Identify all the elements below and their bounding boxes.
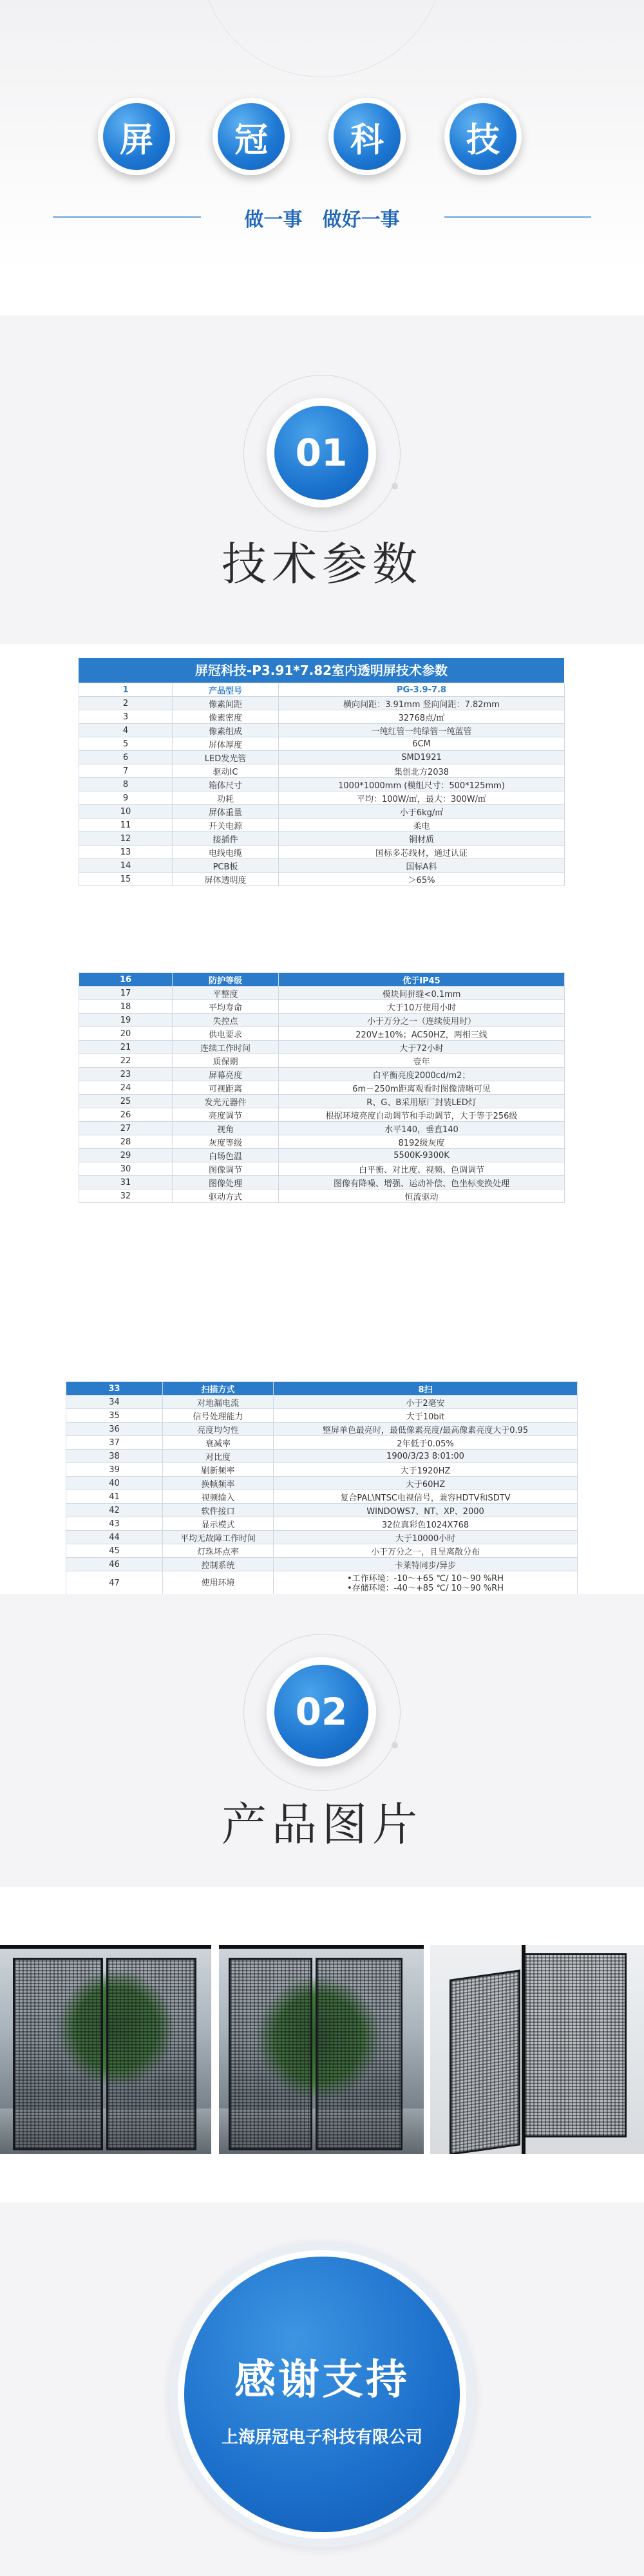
param-value: 平均：100W/㎡，最大：300W/㎡ — [279, 791, 565, 805]
param-name: 防护等级 — [173, 973, 279, 987]
param-value: 8扫 — [274, 1382, 578, 1396]
param-value: 水平140，垂直140 — [279, 1122, 565, 1135]
table-row — [66, 1490, 578, 1504]
table-row — [79, 832, 565, 846]
company-name: 上海屏冠电子科技有限公司 — [221, 2428, 422, 2447]
param-name: 像素密度 — [173, 710, 279, 724]
param-value: 2年低于0.05% — [274, 1436, 578, 1450]
section-product-images-header — [0, 1594, 644, 1887]
param-name: 换帧频率 — [163, 1477, 274, 1490]
table-row — [79, 1081, 565, 1095]
table-row — [66, 1571, 578, 1596]
param-value: 优于IP45 — [279, 973, 565, 987]
row-index: 42 — [66, 1504, 163, 1517]
row-index: 18 — [79, 1000, 173, 1014]
row-index: 35 — [66, 1409, 163, 1423]
row-index: 32 — [79, 1189, 173, 1203]
thanks-title: 感谢支持 — [234, 2356, 410, 2404]
param-value: 大于10万使用小时 — [279, 1000, 565, 1014]
table-row — [66, 1423, 578, 1436]
param-name: 驱动方式 — [173, 1189, 279, 1203]
row-index: 11 — [79, 819, 173, 832]
row-index: 40 — [66, 1477, 163, 1490]
row-index: 15 — [79, 873, 173, 886]
param-value: 6m－250m距离观看时图像清晰可见 — [279, 1081, 565, 1095]
table-row — [79, 1108, 565, 1122]
table-row — [79, 737, 565, 751]
row-index: 2 — [79, 697, 173, 710]
table-row — [79, 987, 565, 1000]
table-row — [66, 1477, 578, 1490]
row-index: 28 — [79, 1135, 173, 1149]
row-index: 24 — [79, 1081, 173, 1095]
param-value: 横向间距：3.91mm 竖向间距：7.82mm — [279, 697, 565, 710]
table-row — [66, 1450, 578, 1463]
row-index: 34 — [66, 1396, 163, 1409]
param-value: 一纯红管一纯绿管一纯蓝管 — [279, 724, 565, 737]
table-row — [79, 697, 565, 710]
row-index: 17 — [79, 987, 173, 1000]
section-tech-params-header — [0, 316, 644, 644]
param-name: 显示模式 — [163, 1517, 274, 1531]
row-index: 29 — [79, 1149, 173, 1162]
param-name: 视角 — [173, 1122, 279, 1135]
param-value: 5500K-9300K — [279, 1149, 565, 1162]
table-row — [79, 791, 565, 805]
spec-table-2 — [79, 972, 565, 1203]
param-value: 大于72小时 — [279, 1041, 565, 1054]
table-row — [79, 873, 565, 886]
param-name: LED发光管 — [173, 751, 279, 764]
table-row — [66, 1409, 578, 1423]
param-value: 复合PAL\NTSC电视信号，兼容HDTV和SDTV — [274, 1490, 578, 1504]
table-row — [66, 1558, 578, 1571]
param-name: 供电要求 — [173, 1027, 279, 1041]
row-index: 30 — [79, 1162, 173, 1176]
param-value: 壹年 — [279, 1054, 565, 1068]
table-row — [79, 778, 565, 791]
row-index: 6 — [79, 751, 173, 764]
brand-char-1: 屏 — [98, 98, 175, 175]
param-value: 整屏单色最亮时，最低像素亮度/最高像素亮度大于0.95 — [274, 1423, 578, 1436]
table-row — [79, 846, 565, 859]
row-index: 13 — [79, 846, 173, 859]
table-row — [79, 1162, 565, 1176]
product-photo-3 — [430, 1945, 644, 2154]
row-index: 8 — [79, 778, 173, 791]
param-value: 大于10000小时 — [274, 1531, 578, 1544]
param-name: 白场色温 — [173, 1149, 279, 1162]
param-value: 国标多芯线材，通过认证 — [279, 846, 565, 859]
table-row — [66, 1531, 578, 1544]
table-row — [79, 1095, 565, 1108]
table-row — [79, 1041, 565, 1054]
table-row — [79, 1149, 565, 1162]
param-name: 衰减率 — [163, 1436, 274, 1450]
param-value: 32位真彩色1024X768 — [274, 1517, 578, 1531]
row-index: 14 — [79, 859, 173, 873]
param-name: 刷新频率 — [163, 1463, 274, 1477]
param-name: 箱体尺寸 — [173, 778, 279, 791]
row-index: 9 — [79, 791, 173, 805]
table-row — [79, 683, 565, 697]
thanks-section — [0, 2202, 644, 2576]
row-index: 4 — [79, 724, 173, 737]
table-row — [79, 859, 565, 873]
param-value: 根据环境亮度自动调节和手动调节，大于等于256级 — [279, 1108, 565, 1122]
param-value: 大于1920HZ — [274, 1463, 578, 1477]
param-value: 大于60HZ — [274, 1477, 578, 1490]
param-name: 功耗 — [173, 791, 279, 805]
table-row — [79, 1000, 565, 1014]
param-value: PG-3.9-7.8 — [279, 683, 565, 697]
table-row — [66, 1517, 578, 1531]
param-name: 驱动IC — [173, 764, 279, 778]
section-number-02: 02 — [267, 1657, 376, 1766]
table-row — [79, 1014, 565, 1027]
row-index: 16 — [79, 973, 173, 987]
row-index: 37 — [66, 1436, 163, 1450]
param-name: 亮度调节 — [173, 1108, 279, 1122]
param-value: 1900/3/23 8:01:00 — [274, 1450, 578, 1463]
param-value: 大于10bit — [274, 1409, 578, 1423]
row-index: 47 — [66, 1571, 163, 1596]
param-name: 对比度 — [163, 1450, 274, 1463]
param-name: 对地漏电流 — [163, 1396, 274, 1409]
param-name: 信号处理能力 — [163, 1409, 274, 1423]
row-index: 7 — [79, 764, 173, 778]
param-name: 屏体透明度 — [173, 873, 279, 886]
param-name: 电线电缆 — [173, 846, 279, 859]
param-value: ＞65% — [279, 873, 565, 886]
param-value: WINDOWS7、NT、XP、2000 — [274, 1504, 578, 1517]
row-index: 1 — [79, 683, 173, 697]
param-name: 图像调节 — [173, 1162, 279, 1176]
param-value: R、G、B采用原厂封装LED灯 — [279, 1095, 565, 1108]
param-value: 白平衡、对比度、视频、色调调节 — [279, 1162, 565, 1176]
param-name: 像素组成 — [173, 724, 279, 737]
param-value: 铜材质 — [279, 832, 565, 846]
row-index: 21 — [79, 1041, 173, 1054]
param-value: 小于万分之一（连续使用时） — [279, 1014, 565, 1027]
brand-header — [0, 0, 644, 270]
row-index: 3 — [79, 710, 173, 724]
param-value: 恒流驱动 — [279, 1189, 565, 1203]
param-name: 灰度等级 — [173, 1135, 279, 1149]
row-index: 25 — [79, 1095, 173, 1108]
param-name: 平均无故障工作时间 — [163, 1531, 274, 1544]
param-name: 产品型号 — [173, 683, 279, 697]
param-value: 1000*1000mm (模组尺寸：500*125mm) — [279, 778, 565, 791]
param-name: 接插件 — [173, 832, 279, 846]
decor-dot — [392, 1742, 398, 1748]
param-name: 平整度 — [173, 987, 279, 1000]
table-row — [79, 1068, 565, 1081]
table-row — [79, 1189, 565, 1203]
param-value: 模块间拼缝<0.1mm — [279, 987, 565, 1000]
param-value: 柔电 — [279, 819, 565, 832]
param-value: •工作环境：-10～+65 ℃/ 10～90 %RH •存储环境：-40～+85 ℃/ 10～90 %RH — [274, 1571, 578, 1596]
param-name: 像素间距 — [173, 697, 279, 710]
row-index: 22 — [79, 1054, 173, 1068]
row-index: 39 — [66, 1463, 163, 1477]
table-row — [66, 1436, 578, 1450]
param-name: 平均寿命 — [173, 1000, 279, 1014]
row-index: 38 — [66, 1450, 163, 1463]
thanks-badge — [178, 2250, 466, 2539]
table-row — [79, 724, 565, 737]
param-value: 图像有降噪、增强、运动补偿、色坐标变换处理 — [279, 1176, 565, 1189]
row-index: 45 — [66, 1544, 163, 1558]
param-name: 图像处理 — [173, 1176, 279, 1189]
row-index: 41 — [66, 1490, 163, 1504]
param-value: 6CM — [279, 737, 565, 751]
param-value: 32768点/㎡ — [279, 710, 565, 724]
param-value: SMD1921 — [279, 751, 565, 764]
section-number-01: 01 — [267, 398, 376, 507]
row-index: 5 — [79, 737, 173, 751]
product-photo-1 — [0, 1945, 211, 2154]
row-index: 43 — [66, 1517, 163, 1531]
param-name: 发光元器件 — [173, 1095, 279, 1108]
param-name: 控制系统 — [163, 1558, 274, 1571]
brand-char-2: 冠 — [213, 98, 290, 175]
decor-dot — [392, 483, 398, 489]
param-value: 卡莱特同步/异步 — [274, 1558, 578, 1571]
param-value: 小于2毫安 — [274, 1396, 578, 1409]
table-row — [79, 1135, 565, 1149]
param-value: 220V±10%；AC50HZ，两相三线 — [279, 1027, 565, 1041]
param-value: 国标A料 — [279, 859, 565, 873]
param-name: 开关电源 — [173, 819, 279, 832]
param-name: 视频输入 — [163, 1490, 274, 1504]
param-name: 屏幕亮度 — [173, 1068, 279, 1081]
table-row — [79, 1027, 565, 1041]
table-row — [66, 1504, 578, 1517]
param-name: 屏体厚度 — [173, 737, 279, 751]
param-value: 小于万分之一，且呈离散分布 — [274, 1544, 578, 1558]
row-index: 33 — [66, 1382, 163, 1396]
row-index: 10 — [79, 805, 173, 819]
brand-char-3: 科 — [328, 98, 406, 175]
row-index: 26 — [79, 1108, 173, 1122]
param-value: 白平衡亮度2000cd/m2； — [279, 1068, 565, 1081]
section-title-product-images: 产品图片 — [222, 1798, 422, 1851]
table-row — [79, 1176, 565, 1189]
param-name: 可视距离 — [173, 1081, 279, 1095]
table-header-row — [66, 1382, 578, 1396]
param-name: 使用环境 — [163, 1571, 274, 1596]
table-row — [66, 1396, 578, 1409]
row-index: 27 — [79, 1122, 173, 1135]
table-row — [79, 819, 565, 832]
decor-ring — [200, 0, 444, 77]
param-name: 屏体重量 — [173, 805, 279, 819]
brand-char-4: 技 — [444, 98, 522, 175]
table-row — [66, 1544, 578, 1558]
table-header-row — [79, 973, 565, 987]
spec-table-1 — [79, 683, 565, 886]
product-photos — [0, 1940, 644, 2159]
param-value: 集创北方2038 — [279, 764, 565, 778]
table-row — [79, 1054, 565, 1068]
param-name: 灯珠坏点率 — [163, 1544, 274, 1558]
product-photo-2 — [219, 1945, 424, 2154]
param-name: 亮度均匀性 — [163, 1423, 274, 1436]
table1-caption: 屏冠科技-P3.91*7.82室内透明屏技术参数 — [79, 658, 564, 683]
param-name: 失控点 — [173, 1014, 279, 1027]
slogan: 做一事 做好一事 — [244, 209, 400, 231]
param-value: 8192级灰度 — [279, 1135, 565, 1149]
param-name: 扫描方式 — [163, 1382, 274, 1396]
row-index: 23 — [79, 1068, 173, 1081]
param-name: PCB板 — [173, 859, 279, 873]
param-name: 质保期 — [173, 1054, 279, 1068]
table-row — [79, 805, 565, 819]
row-index: 19 — [79, 1014, 173, 1027]
row-index: 36 — [66, 1423, 163, 1436]
table-row — [79, 710, 565, 724]
table-row — [79, 751, 565, 764]
section-title-tech-params: 技术参数 — [222, 538, 422, 591]
row-index: 46 — [66, 1558, 163, 1571]
row-index: 44 — [66, 1531, 163, 1544]
param-name: 软件接口 — [163, 1504, 274, 1517]
table-row — [79, 764, 565, 778]
row-index: 31 — [79, 1176, 173, 1189]
table-row — [79, 1122, 565, 1135]
row-index: 20 — [79, 1027, 173, 1041]
param-name: 连续工作时间 — [173, 1041, 279, 1054]
table-row — [66, 1463, 578, 1477]
row-index: 12 — [79, 832, 173, 846]
param-value: 小于6kg/㎡ — [279, 805, 565, 819]
